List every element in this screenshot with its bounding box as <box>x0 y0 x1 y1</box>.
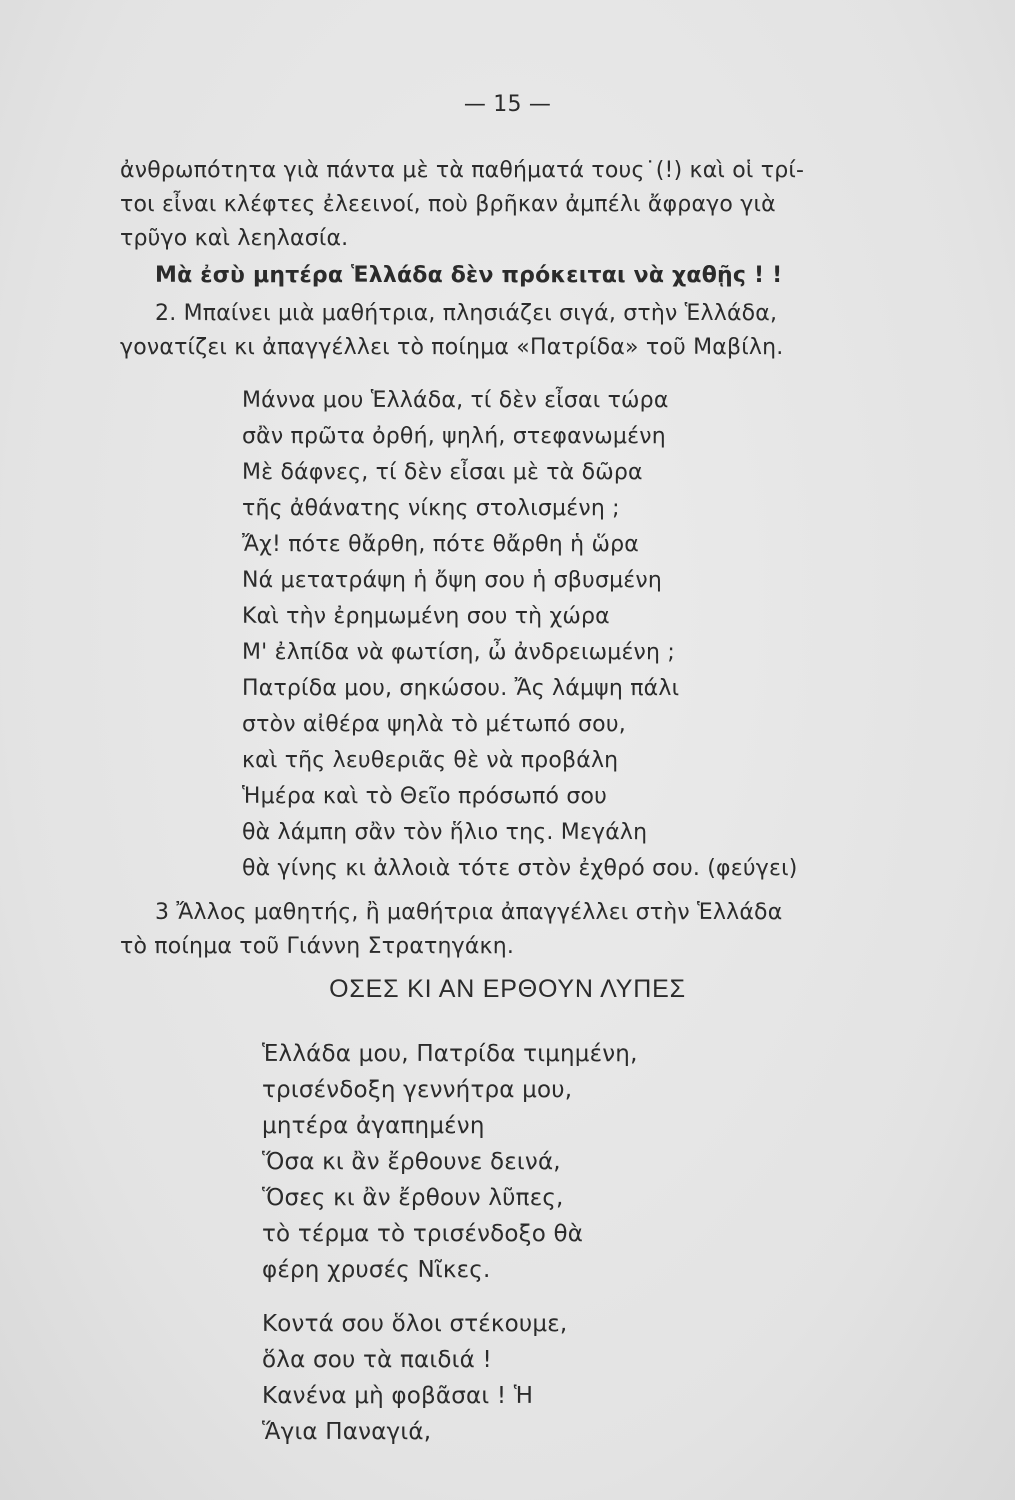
poem-line: φέρη χρυσές Νῖκες. <box>262 1257 491 1283</box>
instruction-line: τὸ ποίημα τοῦ Γιάννη Στρατηγάκη. <box>120 934 515 959</box>
poem-line: Μάννα μου Ἑλλάδα, τί δὲν εἶσαι τώρα <box>242 388 669 413</box>
poem-line: τῆς ἀθάνατης νίκης στολισμένη ; <box>242 496 620 521</box>
poem-line: Κοντά σου ὅλοι στέκουμε, <box>262 1311 568 1337</box>
poem-line: Μ' ἐλπίδα νὰ φωτίση, ὦ ἀνδρειωμένη ; <box>242 640 675 665</box>
poem-line: Ἡμέρα καὶ τὸ Θεῖο πρόσωπό σου <box>242 784 608 809</box>
poem-line: στὸν αἰθέρα ψηλὰ τὸ μέτωπό σου, <box>242 712 626 737</box>
poem-line: Καὶ τὴν ἐρημωμένη σου τὴ χώρα <box>242 604 610 629</box>
poem-line: Πατρίδα μου, σηκώσου. Ἄς λάμψη πάλι <box>242 676 680 701</box>
poem-line: Ἅγια Παναγιά, <box>262 1419 432 1445</box>
poem-line: θὰ γίνης κι ἀλλοιὰ τότε στὸν ἐχθρό σου. (φεύγει) <box>242 856 798 881</box>
poem-line: Κανένα μὴ φοβᾶσαι ! Ἡ <box>262 1383 534 1409</box>
poem-line: Ἑλλάδα μου, Πατρίδα τιμημένη, <box>262 1041 638 1067</box>
poem-line: Νά μετατράψη ἡ ὄψη σου ἡ σβυσμένη <box>242 568 663 593</box>
poem-line: τρισένδοξη γεννήτρα μου, <box>262 1077 573 1103</box>
instruction-line: γονατίζει κι ἀπαγγέλλει τὸ ποίημα «Πατρίδα» τοῦ Μαβίλη. <box>120 335 784 360</box>
intro-line: ἀνθρωπότητα γιὰ πάντα μὲ τὰ παθήματά τους˙(!) καὶ οἱ τρί- <box>120 158 805 183</box>
exclamation-line: Μὰ ἐσὺ μητέρα Ἑλλάδα δὲν πρόκειται νὰ χαθῇς ! ! <box>155 263 783 288</box>
intro-line: τοι εἶναι κλέφτες ἐλεεινοί, ποὺ βρῆκαν ἀμπέλι ἄφραγο γιὰ <box>120 192 776 217</box>
poem-line: Ὅσες κι ἂν ἔρθουν λῦπες, <box>262 1185 564 1211</box>
poem-title: ΟΣΕΣ ΚΙ ΑΝ ΕΡΘΟΥΝ ΛΥΠΕΣ <box>329 975 686 1003</box>
poem-line: Ἄχ! πότε θἄρθη, πότε θἄρθη ἡ ὥρα <box>242 532 639 557</box>
intro-line: τρῦγο καὶ λεηλασία. <box>120 226 349 251</box>
poem-line: τὸ τέρμα τὸ τρισένδοξο θὰ <box>262 1221 584 1247</box>
poem-line: θὰ λάμπη σἂν τὸν ἥλιο της. Μεγάλη <box>242 820 648 845</box>
instruction-line: 3 Ἄλλος μαθητής, ἢ μαθήτρια ἀπαγγέλλει στὴν Ἑλλάδα <box>155 900 783 925</box>
poem-line: ὅλα σου τὰ παιδιά ! <box>262 1347 492 1373</box>
poem-line: σἂν πρῶτα ὀρθή, ψηλή, στεφανωμένη <box>242 424 666 449</box>
page-number: — 15 — <box>463 92 552 117</box>
poem-line: Ὅσα κι ἂν ἔρθουνε δεινά, <box>262 1149 561 1175</box>
poem-line: μητέρα ἀγαπημένη <box>262 1113 485 1139</box>
instruction-line: 2. Μπαίνει μιὰ μαθήτρια, πλησιάζει σιγά, στὴν Ἑλλάδα, <box>155 301 778 326</box>
poem-line: καὶ τῆς λευθεριᾶς θὲ νὰ προβάλη <box>242 748 619 773</box>
poem-line: Μὲ δάφνες, τί δὲν εἶσαι μὲ τὰ δῶρα <box>242 460 643 485</box>
